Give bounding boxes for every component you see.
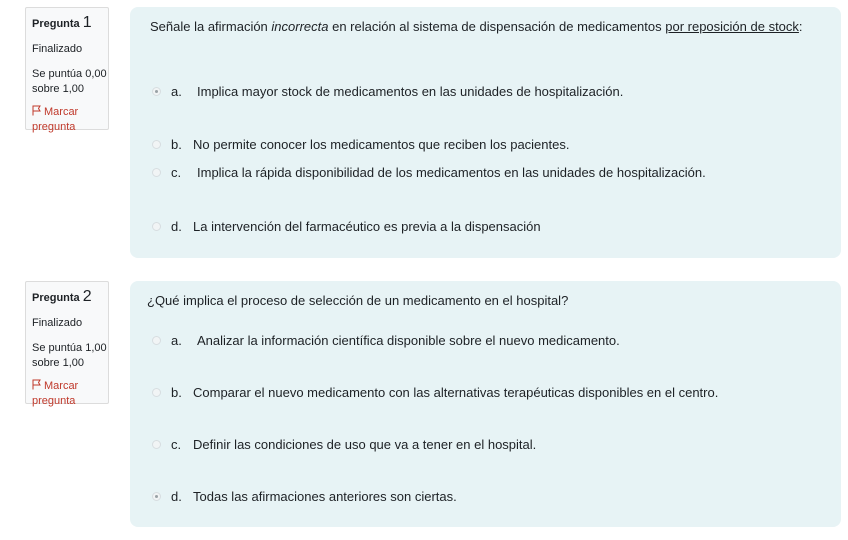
radio-button[interactable]	[152, 388, 161, 397]
question-state: Finalizado	[32, 317, 83, 329]
question-number: 2	[82, 288, 92, 305]
flag-question-link[interactable]	[32, 105, 108, 135]
radio-button[interactable]	[152, 336, 161, 345]
option-letter: d.	[171, 489, 182, 504]
question-number-2	[32, 289, 108, 306]
answer-option-c[interactable]	[152, 437, 536, 452]
question-text: ¿Qué implica el proceso de selección de un medicamento en el hospital?	[147, 293, 569, 308]
question-content-2	[130, 281, 841, 527]
option-letter: c.	[171, 437, 182, 452]
option-letter: c.	[171, 165, 182, 180]
question-grade: Se puntúa 1,00 sobre 1,00	[32, 342, 107, 369]
option-text: Definir las condiciones de uso que va a tener en el hospital.	[193, 437, 537, 452]
option-letter: b.	[171, 385, 182, 400]
radio-button[interactable]	[152, 168, 161, 177]
answer-option-a[interactable]	[152, 333, 620, 348]
answer-option-d[interactable]	[152, 489, 457, 504]
answer-option-b[interactable]	[152, 137, 569, 152]
question-label: Pregunta	[32, 18, 80, 30]
answer-option-a[interactable]	[152, 84, 623, 99]
question-text-part: Señale la afirmación	[150, 19, 272, 34]
question-text-underlined: por reposición de stock	[665, 19, 799, 34]
radio-button[interactable]	[152, 140, 161, 149]
option-text: Implica mayor stock de medicamentos en las unidades de hospitalización.	[197, 84, 624, 99]
option-text: No permite conocer los medicamentos que reciben los pacientes.	[193, 137, 570, 152]
flag-question-link[interactable]	[32, 379, 108, 409]
question-text	[150, 19, 803, 34]
question-text-italic: incorrecta	[271, 19, 329, 34]
flag-label: Marcar pregunta	[32, 106, 79, 133]
answer-option-c[interactable]	[152, 165, 706, 180]
radio-button-checked[interactable]	[152, 492, 161, 501]
question-info-1	[25, 7, 109, 133]
question-label: Pregunta	[32, 292, 80, 304]
option-text: Todas las afirmaciones anteriores son ciertas.	[193, 489, 457, 504]
answer-option-d[interactable]	[152, 219, 541, 234]
flag-icon	[32, 379, 42, 390]
flag-icon	[32, 105, 42, 116]
radio-button-checked[interactable]	[152, 87, 161, 96]
option-text: Analizar la información científica disponible sobre el nuevo medicamento.	[197, 333, 620, 348]
flag-label: Marcar pregunta	[32, 380, 79, 407]
question-text-part: en relación al sistema de dispensación de medicamentos	[328, 19, 666, 34]
radio-button[interactable]	[152, 440, 161, 449]
question-info-2	[25, 281, 109, 407]
option-letter: a.	[171, 84, 182, 99]
question-content-1	[130, 7, 841, 258]
option-text: Comparar el nuevo medicamento con las alternativas terapéuticas disponibles en el centro.	[193, 385, 719, 400]
question-state: Finalizado	[32, 43, 83, 55]
option-letter: d.	[171, 219, 182, 234]
option-text: La intervención del farmacéutico es previa a la dispensación	[193, 219, 541, 234]
radio-button[interactable]	[152, 222, 161, 231]
option-letter: a.	[171, 333, 182, 348]
answer-option-b[interactable]	[152, 385, 718, 400]
option-letter: b.	[171, 137, 182, 152]
question-grade: Se puntúa 0,00 sobre 1,00	[32, 68, 107, 95]
option-text: Implica la rápida disponibilidad de los medicamentos en las unidades de hospitalización.	[197, 165, 706, 180]
question-text-part: :	[798, 19, 803, 34]
question-number: 1	[82, 14, 92, 31]
question-number-1	[32, 15, 108, 32]
